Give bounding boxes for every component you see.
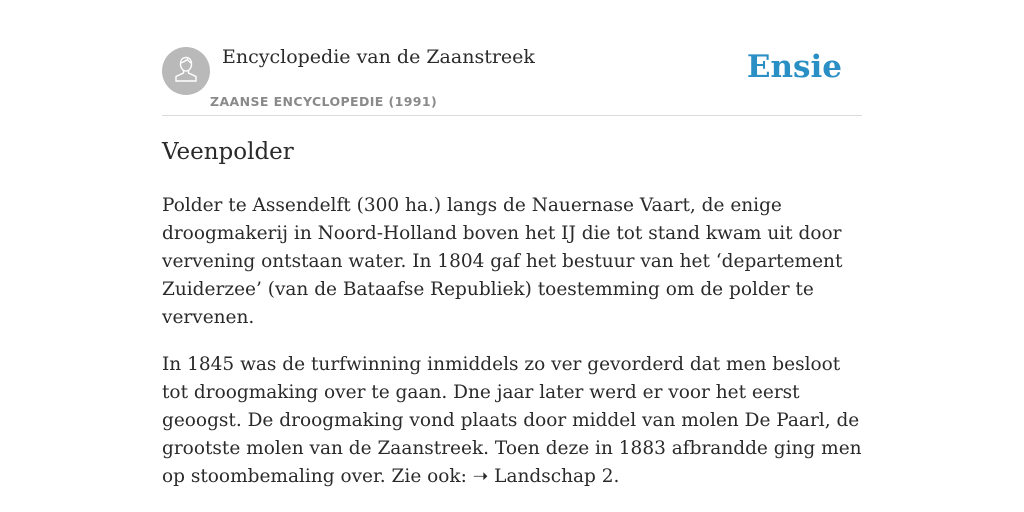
user-silhouette-icon (173, 55, 199, 88)
brand-logo[interactable]: Ensie (746, 49, 842, 85)
paragraph-text: In 1845 was de turfwinning inmiddels zo ver gevorderd dat men besloot tot droogmaking over te gaan. Dne jaar later werd er voor het eerst geoogst. De droogmaking vond plaats door middel van molen De Paarl, de grootste molen van de Zaanstreek. Toen deze in 1883 afbrandde ging men op stoombemaling over. Zie ook: (162, 354, 862, 487)
source-header (162, 45, 862, 116)
paragraph: Polder te Assendelft (300 ha.) langs de Nauernase Vaart, de enige droogmakerij in Noord-Holland boven het IJ die tot stand kwam uit door vervening ontstaan water. In 1804 gaf het bestuur van het ‘departement Zuiderzee’ (van de Bataafse Republiek) toestemming om de polder te vervenen. (162, 195, 843, 328)
source-title[interactable]: Encyclopedie van de Zaanstreek (222, 46, 535, 68)
source-subtitle: ZAANSE ENCYCLOPEDIE (1991) (210, 94, 438, 109)
arrow-right-icon: ➝ (472, 466, 489, 487)
see-also-link[interactable] (473, 466, 620, 487)
article-body (162, 192, 862, 510)
see-also-link-label: Landschap 2. (494, 466, 620, 487)
avatar[interactable] (162, 47, 210, 95)
article-title: Veenpolder (162, 139, 294, 165)
paragraph (162, 351, 862, 491)
